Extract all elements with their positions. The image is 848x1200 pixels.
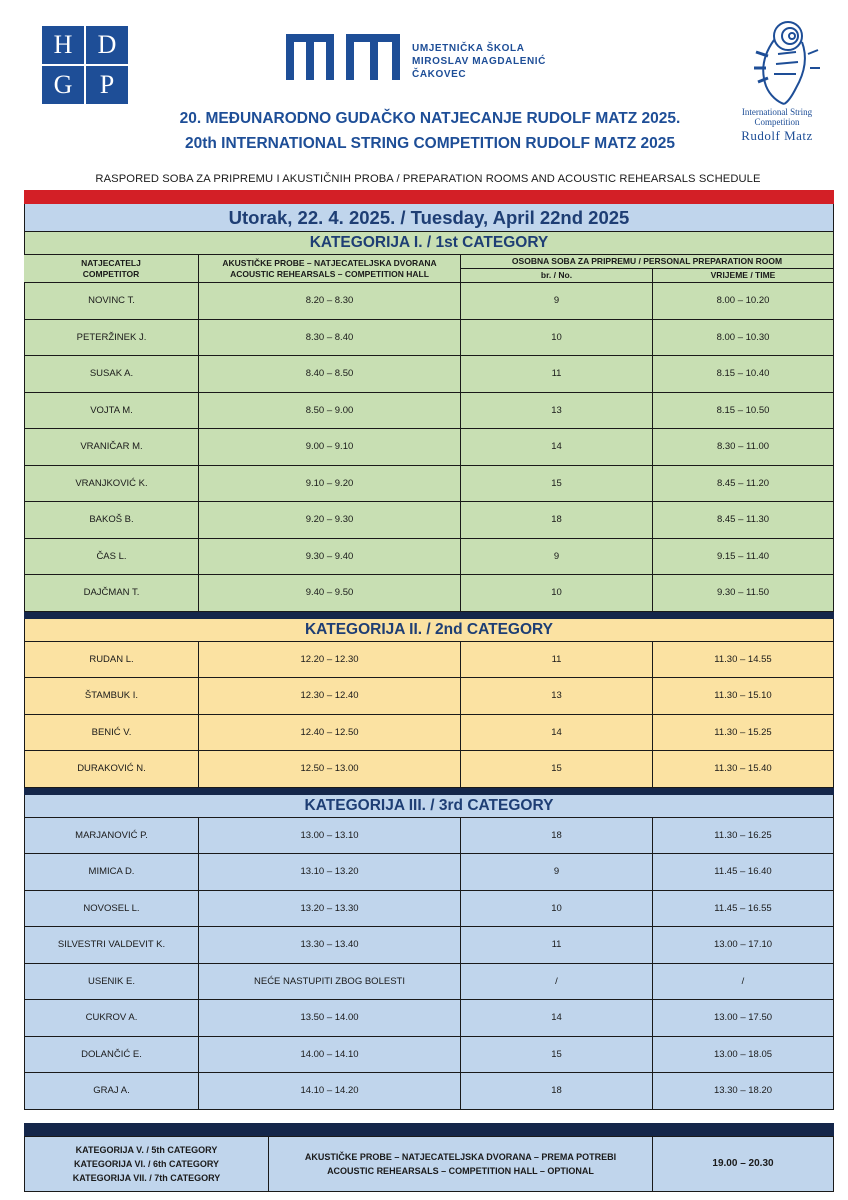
table-row xyxy=(24,320,834,357)
day-heading: Utorak, 22. 4. 2025. / Tuesday, April 22nd 2025 xyxy=(24,204,834,232)
competitor-cell: GRAJ A. xyxy=(24,1073,199,1110)
competitor-cell: ČAS L. xyxy=(24,539,199,576)
logo-caption xyxy=(720,107,834,145)
competitor-cell: BENIĆ V. xyxy=(24,715,199,752)
room-number-cell: 18 xyxy=(461,818,653,855)
header-text: OSOBNA SOBA ZA PRIPREMU / PERSONAL PREPARATION ROOM xyxy=(461,255,834,269)
table-row xyxy=(24,1000,834,1037)
footer-note xyxy=(269,1136,653,1192)
competitor-cell: SUSAK A. xyxy=(24,356,199,393)
acoustic-time-cell: 12.50 – 13.00 xyxy=(199,751,461,788)
acoustic-time-cell: 13.10 – 13.20 xyxy=(199,854,461,891)
table-row xyxy=(24,466,834,503)
logo-letter: G xyxy=(53,70,73,99)
logo-letter: H xyxy=(53,30,73,59)
competitor-cell: VRANJKOVIĆ K. xyxy=(24,466,199,503)
table-row xyxy=(24,283,834,320)
room-number-cell: 10 xyxy=(461,320,653,357)
acoustic-time-cell: 9.40 – 9.50 xyxy=(199,575,461,612)
logo-caption-line: Competition xyxy=(754,117,800,127)
competitor-cell: DURAKOVIĆ N. xyxy=(24,751,199,788)
acoustic-time-cell: 9.10 – 9.20 xyxy=(199,466,461,503)
table-row xyxy=(24,429,834,466)
title-english: 20th INTERNATIONAL STRING COMPETITION RUDOLF MATZ 2025 xyxy=(185,135,675,152)
table-row xyxy=(24,642,834,679)
acoustic-time-cell: 9.20 – 9.30 xyxy=(199,502,461,539)
room-time-header: VRIJEME / TIME xyxy=(653,269,834,283)
category-rows xyxy=(24,642,834,788)
header-text: COMPETITOR xyxy=(82,268,140,279)
header-text: NATJECATELJ xyxy=(81,257,141,268)
room-time-cell: 8.15 – 10.40 xyxy=(653,356,834,393)
room-time-cell: 8.45 – 11.30 xyxy=(653,502,834,539)
acoustic-time-cell: 13.50 – 14.00 xyxy=(199,1000,461,1037)
competitor-cell: MIMICA D. xyxy=(24,854,199,891)
table-row xyxy=(24,964,834,1001)
competitor-cell: DAJČMAN T. xyxy=(24,575,199,612)
acoustic-time-cell: 8.50 – 9.00 xyxy=(199,393,461,430)
logo-letter: D xyxy=(97,30,117,59)
room-time-cell: 11.30 – 16.25 xyxy=(653,818,834,855)
school-name-line: UMJETNIČKA ŠKOLA xyxy=(412,43,525,54)
table-row xyxy=(24,891,834,928)
acoustic-time-cell: 9.00 – 9.10 xyxy=(199,429,461,466)
room-time-cell: 11.30 – 14.55 xyxy=(653,642,834,679)
room-number-cell: 18 xyxy=(461,1073,653,1110)
competitor-cell: ŠTAMBUK I. xyxy=(24,678,199,715)
footer-category: KATEGORIJA VII. / 7th CATEGORY xyxy=(72,1173,221,1183)
section-divider xyxy=(24,612,834,619)
table-row xyxy=(24,678,834,715)
competitor-cell: MARJANOVIĆ P. xyxy=(24,818,199,855)
acoustic-header xyxy=(199,255,461,283)
room-number-cell: 11 xyxy=(461,927,653,964)
competitor-header xyxy=(24,255,199,283)
header-text: ACOUSTIC REHEARSALS – COMPETITION HALL xyxy=(230,268,429,279)
table-row xyxy=(24,1073,834,1110)
category-heading: KATEGORIJA II. / 2nd CATEGORY xyxy=(24,619,834,642)
acoustic-time-cell: 12.20 – 12.30 xyxy=(199,642,461,679)
school-name-line: ČAKOVEC xyxy=(412,69,467,80)
room-header xyxy=(461,255,834,283)
footer-note-line: AKUSTIČKE PROBE – NATJECATELJSKA DVORANA – PREMA POTREBI xyxy=(304,1152,617,1162)
acoustic-time-cell: 13.00 – 13.10 xyxy=(199,818,461,855)
acoustic-time-cell: 12.40 – 12.50 xyxy=(199,715,461,752)
red-divider xyxy=(24,190,834,204)
title-croatian: 20. MEĐUNARODNO GUDAČKO NATJECANJE RUDOLF MATZ 2025. xyxy=(179,110,681,127)
room-number-cell: 14 xyxy=(461,1000,653,1037)
room-number-cell: 15 xyxy=(461,751,653,788)
competitor-cell: VOJTA M. xyxy=(24,393,199,430)
acoustic-time-cell: 13.30 – 13.40 xyxy=(199,927,461,964)
room-number-cell: 10 xyxy=(461,575,653,612)
acoustic-time-cell: 13.20 – 13.30 xyxy=(199,891,461,928)
footer-note-line: ACOUSTIC REHEARSALS – COMPETITION HALL – OPTIONAL xyxy=(327,1166,594,1176)
competitor-cell: USENIK E. xyxy=(24,964,199,1001)
room-number-cell: 9 xyxy=(461,539,653,576)
section-divider xyxy=(24,1123,834,1136)
acoustic-time-cell: 8.40 – 8.50 xyxy=(199,356,461,393)
schedule-subtitle: RASPORED SOBA ZA PRIPREMU I AKUSTIČNIH PROBA / PREPARATION ROOMS AND ACOUSTIC REHEARSALS SCHEDULE xyxy=(95,173,761,185)
acoustic-time-cell: 8.30 – 8.40 xyxy=(199,320,461,357)
room-number-cell: 11 xyxy=(461,642,653,679)
table-row xyxy=(24,927,834,964)
room-time-cell: 13.30 – 18.20 xyxy=(653,1073,834,1110)
room-no-header: br. / No. xyxy=(461,269,653,283)
room-number-cell: 14 xyxy=(461,429,653,466)
room-number-cell: 18 xyxy=(461,502,653,539)
acoustic-time-cell: 14.10 – 14.20 xyxy=(199,1073,461,1110)
school-mm-logo xyxy=(284,30,402,82)
room-time-cell: 8.00 – 10.30 xyxy=(653,320,834,357)
room-number-cell: 14 xyxy=(461,715,653,752)
competitor-cell: NOVINC T. xyxy=(24,283,199,320)
competitor-cell: RUDAN L. xyxy=(24,642,199,679)
competitor-cell: BAKOŠ B. xyxy=(24,502,199,539)
acoustic-time-cell: 9.30 – 9.40 xyxy=(199,539,461,576)
room-number-cell: 15 xyxy=(461,1037,653,1074)
room-time-cell: 11.45 – 16.55 xyxy=(653,891,834,928)
room-number-cell: 9 xyxy=(461,283,653,320)
category-rows xyxy=(24,283,834,612)
footer-categories xyxy=(24,1136,269,1192)
violin-scroll-logo xyxy=(738,14,824,106)
room-time-cell: 11.30 – 15.25 xyxy=(653,715,834,752)
competition-title xyxy=(140,106,720,156)
room-time-cell: 9.15 – 11.40 xyxy=(653,539,834,576)
room-number-cell: 10 xyxy=(461,891,653,928)
footer-category: KATEGORIJA V. / 5th CATEGORY xyxy=(75,1145,218,1155)
school-name xyxy=(412,42,546,81)
column-header xyxy=(24,255,834,283)
acoustic-time-cell: NEĆE NASTUPITI ZBOG BOLESTI xyxy=(199,964,461,1001)
table-row xyxy=(24,1037,834,1074)
competitor-cell: SILVESTRI VALDEVIT K. xyxy=(24,927,199,964)
category-heading: KATEGORIJA I. / 1st CATEGORY xyxy=(24,232,834,255)
category-heading: KATEGORIJA III. / 3rd CATEGORY xyxy=(24,795,834,818)
competitor-cell: PETERŽINEK J. xyxy=(24,320,199,357)
room-number-cell: 13 xyxy=(461,678,653,715)
room-time-cell: 9.30 – 11.50 xyxy=(653,575,834,612)
acoustic-time-cell: 14.00 – 14.10 xyxy=(199,1037,461,1074)
room-time-cell: 8.45 – 11.20 xyxy=(653,466,834,503)
acoustic-time-cell: 8.20 – 8.30 xyxy=(199,283,461,320)
room-number-cell: / xyxy=(461,964,653,1001)
table-row xyxy=(24,715,834,752)
acoustic-time-cell: 12.30 – 12.40 xyxy=(199,678,461,715)
school-name-line: MIROSLAV MAGDALENIĆ xyxy=(412,56,546,67)
room-number-cell: 15 xyxy=(461,466,653,503)
table-row xyxy=(24,575,834,612)
hdgp-logo xyxy=(42,26,128,104)
category-rows xyxy=(24,818,834,1110)
room-time-cell: 8.15 – 10.50 xyxy=(653,393,834,430)
room-time-cell: 8.00 – 10.20 xyxy=(653,283,834,320)
table-row xyxy=(24,356,834,393)
table-row xyxy=(24,854,834,891)
room-number-cell: 11 xyxy=(461,356,653,393)
competitor-cell: VRANIČAR M. xyxy=(24,429,199,466)
room-time-cell: 13.00 – 17.50 xyxy=(653,1000,834,1037)
competitor-cell: NOVOSEL L. xyxy=(24,891,199,928)
table-row xyxy=(24,393,834,430)
footer-time: 19.00 – 20.30 xyxy=(653,1136,834,1192)
competitor-cell: CUKROV A. xyxy=(24,1000,199,1037)
table-row xyxy=(24,818,834,855)
table-row xyxy=(24,539,834,576)
section-divider xyxy=(24,788,834,795)
room-time-cell: / xyxy=(653,964,834,1001)
footer-category: KATEGORIJA VI. / 6th CATEGORY xyxy=(73,1159,219,1169)
table-row xyxy=(24,751,834,788)
room-time-cell: 11.45 – 16.40 xyxy=(653,854,834,891)
room-time-cell: 8.30 – 11.00 xyxy=(653,429,834,466)
header-text: AKUSTIČKE PROBE – NATJECATELJSKA DVORANA xyxy=(222,257,437,268)
room-time-cell: 11.30 – 15.40 xyxy=(653,751,834,788)
room-number-cell: 13 xyxy=(461,393,653,430)
footer-row xyxy=(24,1136,834,1192)
logo-caption-name: Rudolf Matz xyxy=(741,128,813,143)
schedule-table xyxy=(24,204,834,1110)
room-time-cell: 13.00 – 17.10 xyxy=(653,927,834,964)
logo-letter: P xyxy=(99,70,115,99)
competitor-cell: DOLANČIĆ E. xyxy=(24,1037,199,1074)
room-time-cell: 13.00 – 18.05 xyxy=(653,1037,834,1074)
room-time-cell: 11.30 – 15.10 xyxy=(653,678,834,715)
room-number-cell: 9 xyxy=(461,854,653,891)
table-row xyxy=(24,502,834,539)
logo-caption-line: International String xyxy=(741,107,813,117)
